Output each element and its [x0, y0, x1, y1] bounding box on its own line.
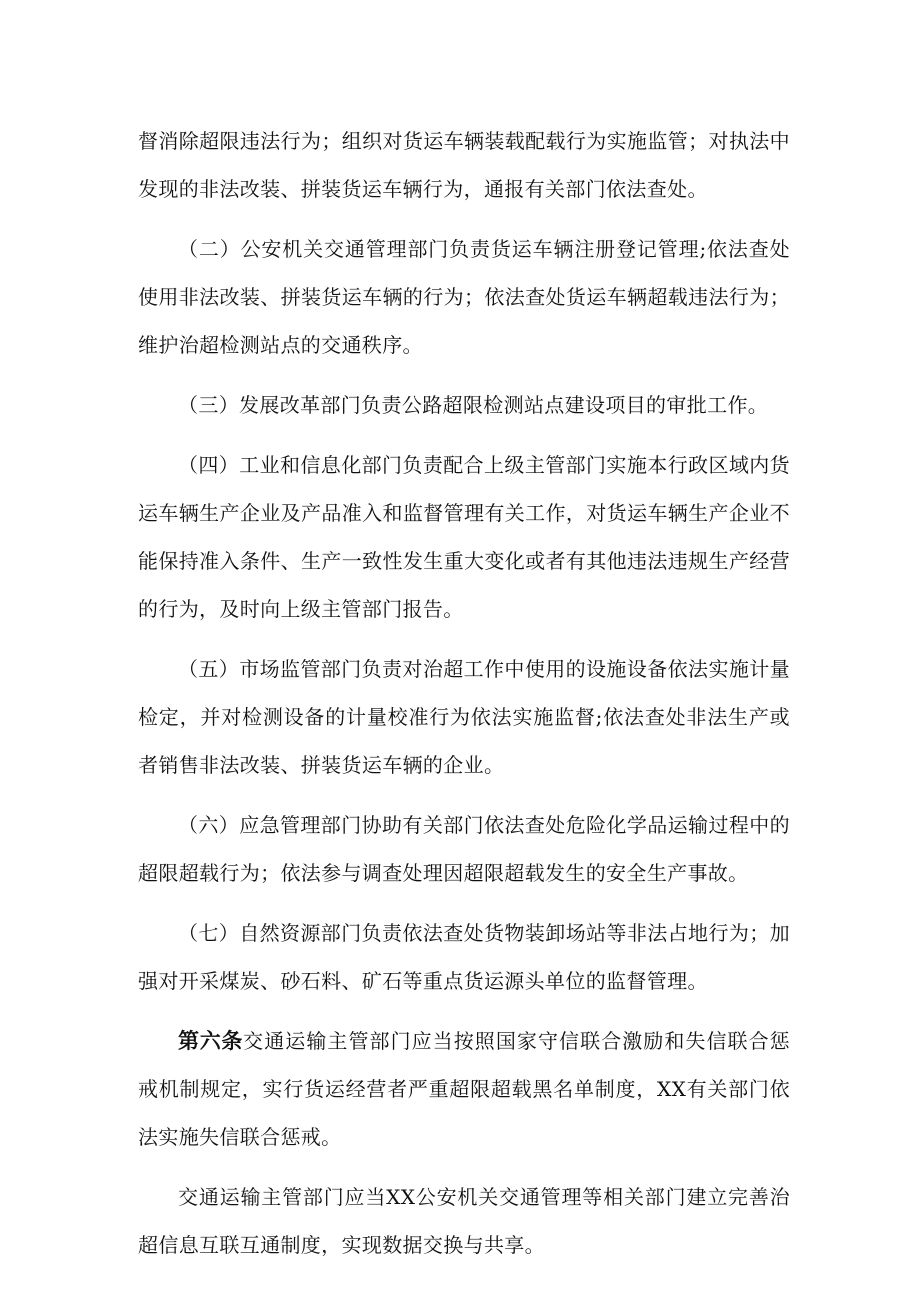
paragraph-text: （三）发展改革部门负责公路超限检测站点建设项目的审批工作。 — [178, 393, 769, 417]
paragraph-item-5 — [138, 645, 790, 789]
paragraph-item-7 — [138, 909, 790, 1005]
paragraph-continuation — [138, 117, 790, 213]
document-body — [138, 117, 790, 1281]
paragraph-text: （七）自然资源部门负责依法查处货物装卸场站等非法占地行为；加强对开采煤炭、砂石料、矿石等重点货运源头单位的监督管理。 — [138, 921, 790, 993]
article-6-second-paragraph — [138, 1173, 790, 1269]
paragraph-text: 交通运输主管部门应当按照国家守信联合激励和失信联合惩戒机制规定，实行货运经营者严重超限超载黑名单制度，XX有关部门依法实施失信联合惩戒。 — [138, 1029, 790, 1149]
paragraph-text: （二）公安机关交通管理部门负责货运车辆注册登记管理;依法查处使用非法改装、拼装货运车辆的行为；依法查处货运车辆超载违法行为；维护治超检测站点的交通秩序。 — [138, 237, 790, 357]
paragraph-item-4 — [138, 441, 790, 633]
article-heading: 第六条 — [178, 1029, 244, 1053]
paragraph-text: 交通运输主管部门应当XX公安机关交通管理等相关部门建立完善治超信息互联互通制度，实现数据交换与共享。 — [138, 1185, 790, 1257]
paragraph-item-2 — [138, 225, 790, 369]
paragraph-text: （四）工业和信息化部门负责配合上级主管部门实施本行政区域内货运车辆生产企业及产品准入和监督管理有关工作，对货运车辆生产企业不能保持准入条件、生产一致性发生重大变化或者有其他违法违规生产经营的行为，及时向上级主管部门报告。 — [138, 453, 790, 621]
paragraph-text: （五）市场监管部门负责对治超工作中使用的设施设备依法实施计量检定，并对检测设备的计量校准行为依法实施监督;依法查处非法生产或者销售非法改装、拼装货运车辆的企业。 — [138, 657, 790, 777]
paragraph-item-3 — [138, 381, 790, 429]
paragraph-item-6 — [138, 801, 790, 897]
article-6-paragraph — [138, 1017, 790, 1161]
paragraph-text: （六）应急管理部门协助有关部门依法查处危险化学品运输过程中的超限超载行为；依法参与调查处理因超限超载发生的安全生产事故。 — [138, 813, 790, 885]
paragraph-text: 督消除超限违法行为；组织对货运车辆装载配载行为实施监管；对执法中发现的非法改装、拼装货运车辆行为，通报有关部门依法查处。 — [138, 129, 790, 201]
